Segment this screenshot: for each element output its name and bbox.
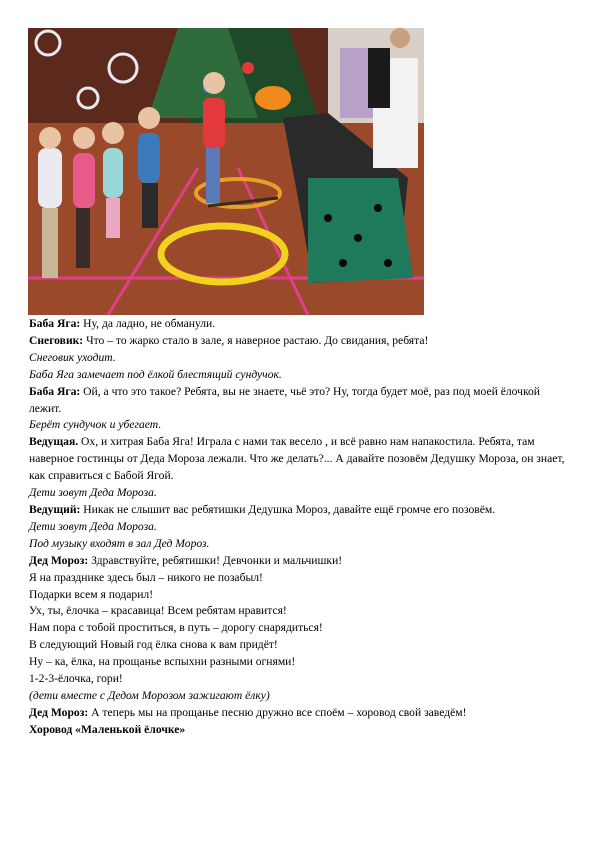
- dialogue-line: [29, 553, 569, 570]
- script-text: [29, 316, 569, 739]
- verse-line: 1-2-3-ёлочка, гори!: [29, 672, 123, 686]
- stage-direction: Снеговик уходит.: [29, 350, 116, 364]
- speaker-label: Баба Яга:: [29, 384, 81, 398]
- verse-line: В следующий Новый год ёлка снова к вам придёт!: [29, 638, 278, 652]
- verse-line: Ну – ка, ёлка, на прощанье вспыхни разными огнями!: [29, 655, 296, 669]
- dialogue-text: Что – то жарко стало в зале, я наверное растаю. До свидания, ребята!: [83, 333, 429, 347]
- dialogue-text: Здравствуйте, ребятишки! Девчонки и мальчишки!: [88, 553, 343, 567]
- verse-line: Подарки всем я подарил!: [29, 587, 154, 601]
- stage-direction: Под музыку входят в зал Дед Мороз.: [29, 536, 210, 550]
- dialogue-text: Ох, и хитрая Баба Яга! Играла с нами так весело , и всё равно нам напакостила. Ребята, там наверное гостинцы от Деда Мороза лежали. Что же делать?... А давайте позовём Дедушку Мороза, он знает, как справиться с Бабой Ягой.: [29, 435, 565, 483]
- dialogue-line: [29, 705, 569, 722]
- speaker-label: Ведущая.: [29, 435, 79, 449]
- dialogue-text: А теперь мы на прощанье песню дружно все споём – хоровод свой заведём!: [88, 705, 467, 719]
- speaker-label: Снеговик:: [29, 333, 84, 347]
- stage-direction: Дети зовут Деда Мороза.: [29, 519, 157, 533]
- stage-direction: Дети зовут Деда Мороза.: [29, 486, 157, 500]
- dialogue-line: [29, 434, 569, 485]
- speaker-label: Баба Яга:: [29, 317, 81, 330]
- stage-direction: Берёт сундучок и убегает.: [29, 418, 162, 432]
- dialogue-line: [29, 502, 569, 519]
- song-title: Хоровод «Маленькой ёлочке»: [29, 722, 186, 736]
- stage-direction: (дети вместе с Дедом Морозом зажигают ёлку): [29, 688, 270, 702]
- verse-line: Я на празднике здесь был – никого не позабыл!: [29, 570, 263, 584]
- verse-line: Нам пора с тобой проститься, в путь – дорогу снарядиться!: [29, 621, 323, 635]
- dialogue-line: [29, 384, 569, 418]
- verse-line: Ух, ты, ёлочка – красавица! Всем ребятам нравится!: [29, 604, 287, 618]
- dialogue-text: Никак не слышит вас ребятишки Дедушка Мороз, давайте ещё громче его позовём.: [80, 502, 496, 516]
- speaker-label: Дед Мороз:: [29, 705, 89, 719]
- speaker-label: Ведущий:: [29, 502, 81, 516]
- dialogue-text: Ну, да ладно, не обманули.: [80, 317, 216, 330]
- event-photo: [28, 28, 424, 315]
- photo-scene: [28, 28, 424, 315]
- dialogue-text: Ой, а что это такое? Ребята, вы не знаете, чьё это? Ну, тогда будет моё, раз под моей ёлочкой лежит.: [29, 384, 541, 415]
- stage-direction: Баба Яга замечает под ёлкой блестящий сундучок.: [29, 367, 282, 381]
- dialogue-line: [29, 316, 569, 333]
- speaker-label: Дед Мороз:: [29, 553, 89, 567]
- dialogue-line: [29, 333, 569, 350]
